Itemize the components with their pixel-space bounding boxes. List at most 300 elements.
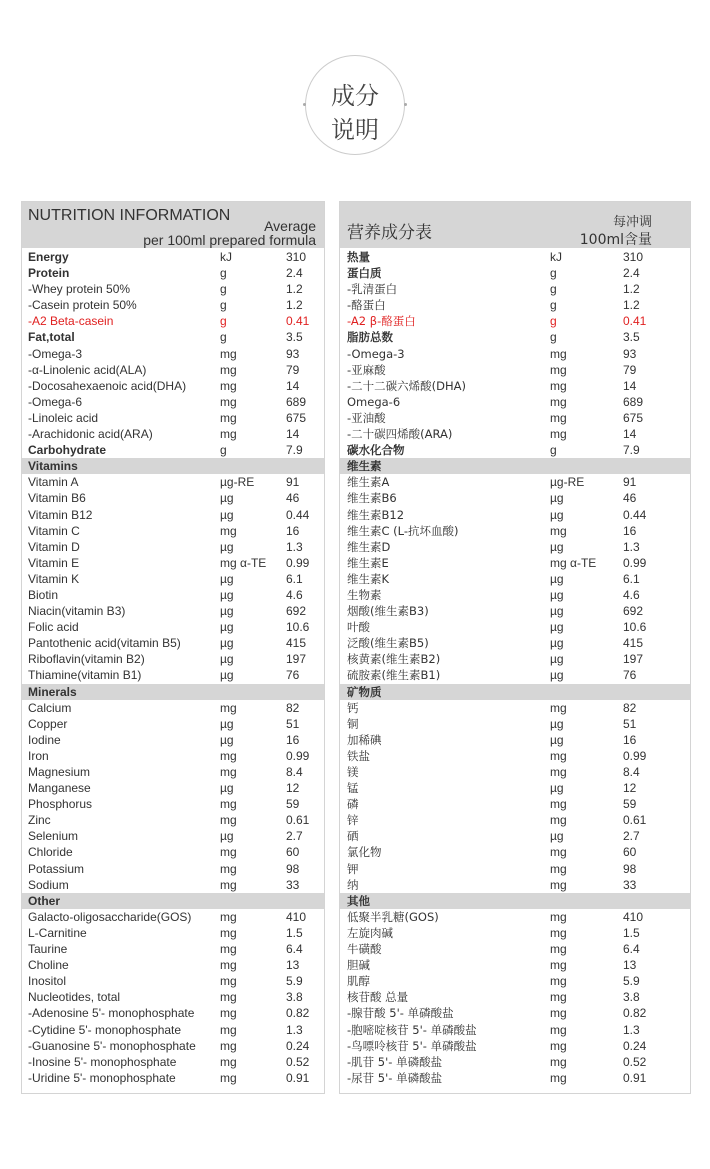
- unit: mg: [220, 1038, 237, 1053]
- unit: µg: [220, 636, 234, 651]
- value: 0.99: [623, 748, 647, 763]
- unit: µg: [550, 829, 564, 844]
- nutrient-name: -Omega-3: [28, 346, 83, 361]
- unit: mg: [550, 1006, 567, 1021]
- value: 1.2: [286, 298, 303, 313]
- unit: mg α-TE: [550, 555, 597, 570]
- value: 0.44: [286, 507, 310, 522]
- nutrient-name: Carbohydrate: [28, 443, 107, 458]
- value: 689: [286, 394, 307, 409]
- table-row: [340, 378, 690, 394]
- value: 0.82: [623, 1006, 647, 1021]
- nutrient-name: -亚麻酸: [347, 362, 386, 377]
- unit: mg: [220, 877, 237, 892]
- value: 91: [623, 475, 637, 490]
- unit: mg: [220, 1054, 237, 1069]
- unit: mg: [220, 346, 237, 361]
- unit: mg: [550, 748, 567, 763]
- table-row: [22, 844, 324, 860]
- value: 3.8: [623, 990, 640, 1005]
- nutrient-name: -Omega-6: [28, 394, 83, 409]
- value: 59: [623, 797, 637, 812]
- unit: mg: [550, 797, 567, 812]
- nutrient-name: Vitamin K: [28, 571, 80, 586]
- table-row: [340, 1005, 690, 1021]
- nutrient-name: Nucleotides, total: [28, 990, 121, 1005]
- value: 79: [286, 362, 300, 377]
- nutrient-name: Thiamine(vitamin B1): [28, 668, 142, 683]
- unit: mg: [220, 427, 237, 442]
- nutrient-name: Pantothenic acid(vitamin B5): [28, 636, 181, 651]
- value: 6.1: [286, 571, 303, 586]
- unit: µg: [220, 620, 234, 635]
- table-row: [22, 732, 324, 748]
- nutrient-name: 硒: [347, 829, 359, 844]
- table-row: [340, 603, 690, 619]
- table-row: [22, 909, 324, 925]
- table-row: [22, 1038, 324, 1054]
- nutrient-name: -Guanosine 5'- monophosphate: [28, 1038, 196, 1053]
- nutrient-name: Iron: [28, 748, 49, 763]
- table-row: [340, 716, 690, 732]
- table-row: [340, 490, 690, 506]
- table-row: [340, 812, 690, 828]
- table-row: [340, 1054, 690, 1070]
- nutrient-name: 纳: [347, 877, 359, 892]
- value: 0.52: [623, 1054, 647, 1069]
- unit: mg: [550, 974, 567, 989]
- unit: mg: [220, 974, 237, 989]
- value: 0.44: [623, 507, 647, 522]
- table-row: [22, 1054, 324, 1070]
- value: 2.7: [623, 829, 640, 844]
- nutrient-name: Inositol: [28, 974, 67, 989]
- nutrient-name: 胆碱: [347, 958, 370, 973]
- nutrient-name: -腺苷酸 5'- 单磷酸盐: [347, 1006, 454, 1021]
- value: 197: [286, 652, 307, 667]
- nutrient-name: -胞嘧啶核苷 5'- 单磷酸盐: [347, 1022, 477, 1037]
- unit: µg: [220, 491, 234, 506]
- table-row: [340, 1022, 690, 1038]
- nutrient-name: Other: [28, 893, 61, 908]
- nutrient-name: Phosphorus: [28, 797, 93, 812]
- table-body: [22, 248, 324, 1086]
- unit: µg: [550, 716, 564, 731]
- section-header-row: [340, 458, 690, 474]
- unit: mg: [550, 1038, 567, 1053]
- unit: µg: [220, 781, 234, 796]
- table-row: [340, 667, 690, 683]
- value: 16: [286, 732, 300, 747]
- nutrient-name: L-Carnitine: [28, 925, 87, 940]
- nutrient-name: Fat,total: [28, 330, 75, 345]
- unit: µg: [550, 652, 564, 667]
- unit: µg: [550, 636, 564, 651]
- nutrient-name: 碳水化合物: [347, 443, 405, 458]
- value: 10.6: [623, 620, 647, 635]
- nutrient-name: 锰: [347, 781, 359, 796]
- unit: µg: [220, 571, 234, 586]
- nutrient-name: 叶酸: [347, 620, 370, 635]
- table-row: [340, 796, 690, 812]
- value: 93: [623, 346, 637, 361]
- section-header-row: [340, 893, 690, 909]
- value: 82: [286, 700, 300, 715]
- table-row: [22, 394, 324, 410]
- value: 1.3: [286, 539, 303, 554]
- table-row: [22, 619, 324, 635]
- unit: µg: [220, 732, 234, 747]
- nutrition-table-english: [21, 201, 325, 1094]
- table-row: [22, 973, 324, 989]
- nutrient-name: -Inosine 5'- monophosphate: [28, 1054, 177, 1069]
- unit: mg: [220, 909, 237, 924]
- table-row: [22, 764, 324, 780]
- value: 3.5: [286, 330, 303, 345]
- nutrient-name: 牛磺酸: [347, 942, 382, 957]
- nutrient-name: -亚油酸: [347, 410, 386, 425]
- value: 0.41: [623, 314, 647, 329]
- value: 51: [623, 716, 637, 731]
- unit: g: [220, 314, 227, 329]
- table-row: [340, 539, 690, 555]
- value: 76: [286, 668, 300, 683]
- table-row: [340, 651, 690, 667]
- value: 98: [286, 861, 300, 876]
- table-row: [22, 780, 324, 796]
- nutrient-name: 磷: [347, 797, 359, 812]
- heading-line-2: 说明: [331, 116, 379, 144]
- unit: mg: [550, 394, 567, 409]
- nutrient-name: -二十碳四烯酸(ARA): [347, 427, 453, 442]
- nutrient-name: -尿苷 5'- 单磷酸盐: [347, 1070, 443, 1085]
- unit: µg: [220, 829, 234, 844]
- table-row: [22, 426, 324, 442]
- nutrient-name: Potassium: [28, 861, 85, 876]
- value: 3.5: [623, 330, 640, 345]
- table-row: [340, 973, 690, 989]
- value: 0.82: [286, 1006, 310, 1021]
- unit: mg: [220, 845, 237, 860]
- table-row: [22, 523, 324, 539]
- unit: µg: [220, 539, 234, 554]
- unit: g: [550, 443, 557, 458]
- value: 1.5: [623, 925, 640, 940]
- value: 197: [623, 652, 644, 667]
- table-row: [22, 442, 324, 458]
- unit: mg: [220, 861, 237, 876]
- table-row: [22, 1070, 324, 1086]
- table-row: [340, 555, 690, 571]
- unit: µg: [550, 781, 564, 796]
- unit: mg: [220, 362, 237, 377]
- value: 1.3: [286, 1022, 303, 1037]
- unit: mg: [550, 958, 567, 973]
- value: 0.61: [286, 813, 310, 828]
- table-row: [22, 957, 324, 973]
- unit: mg: [220, 748, 237, 763]
- nutrient-name: 维生素A: [347, 475, 390, 490]
- table-header: [22, 202, 324, 248]
- nutrient-name: 核苷酸 总量: [347, 990, 409, 1005]
- nutrient-name: Protein: [28, 266, 70, 281]
- table-row: [22, 603, 324, 619]
- unit: mg: [550, 1022, 567, 1037]
- unit: mg: [550, 700, 567, 715]
- value: 310: [623, 250, 644, 264]
- table-row: [22, 490, 324, 506]
- nutrient-name: Vitamins: [28, 459, 78, 474]
- unit: mg: [550, 427, 567, 442]
- nutrient-name: -Whey protein 50%: [28, 282, 131, 297]
- value: 410: [623, 909, 644, 924]
- nutrient-name: Magnesium: [28, 765, 91, 779]
- nutrient-name: 维生素D: [347, 539, 391, 554]
- value: 675: [623, 410, 644, 425]
- value: 33: [623, 877, 637, 892]
- value: 7.9: [623, 443, 640, 458]
- table-row: [22, 249, 324, 265]
- nutrient-name: Zinc: [28, 813, 51, 828]
- nutrient-name: Vitamin A: [28, 475, 79, 490]
- value: 692: [286, 604, 307, 619]
- unit: µg: [220, 668, 234, 683]
- nutrient-name: 左旋肉碱: [347, 925, 393, 940]
- value: 12: [286, 781, 300, 796]
- value: 16: [623, 732, 637, 747]
- unit: g: [550, 298, 557, 313]
- nutrient-name: -Arachidonic acid(ARA): [28, 427, 153, 442]
- nutrient-name: Folic acid: [28, 620, 79, 635]
- value: 410: [286, 909, 307, 924]
- value: 0.24: [623, 1038, 647, 1053]
- nutrient-name: -酪蛋白: [347, 298, 386, 313]
- heading-line-1: 成分: [331, 82, 379, 110]
- table-row: [22, 796, 324, 812]
- nutrient-name: Taurine: [28, 942, 68, 957]
- unit: µg: [550, 620, 564, 635]
- table-row: [340, 410, 690, 426]
- unit: mg: [550, 845, 567, 860]
- nutrient-name: Choline: [28, 958, 69, 973]
- unit: mg: [550, 765, 567, 779]
- section-header-row: [22, 893, 324, 909]
- unit: g: [220, 330, 227, 345]
- unit: g: [220, 298, 227, 313]
- value: 60: [623, 845, 637, 860]
- table-row: [22, 828, 324, 844]
- value: 12: [623, 781, 637, 796]
- table-row: [22, 474, 324, 490]
- nutrient-name: Biotin: [28, 587, 59, 602]
- unit: mg α-TE: [220, 555, 267, 570]
- nutrient-name: 氯化物: [347, 845, 382, 860]
- value: 8.4: [286, 765, 303, 779]
- unit: mg: [220, 700, 237, 715]
- nutrient-name: -Linoleic acid: [28, 410, 99, 425]
- nutrient-name: Vitamin C: [28, 523, 80, 538]
- table-row: [340, 732, 690, 748]
- unit: mg: [550, 362, 567, 377]
- unit: mg: [220, 394, 237, 409]
- table-row: [340, 1038, 690, 1054]
- nutrient-name: 维生素B6: [347, 491, 397, 506]
- nutrient-name: Omega-6: [347, 394, 401, 409]
- nutrient-name: Vitamin E: [28, 555, 80, 570]
- table-row: [22, 812, 324, 828]
- value: 310: [286, 250, 307, 264]
- unit: mg: [220, 813, 237, 828]
- table-header: [340, 202, 690, 248]
- nutrient-name: 肌醇: [347, 974, 370, 989]
- table-row: [22, 700, 324, 716]
- nutrient-name: -A2 Beta-casein: [28, 314, 114, 329]
- value: 0.99: [623, 555, 647, 570]
- table-row: [22, 539, 324, 555]
- unit: g: [220, 443, 227, 458]
- unit: mg: [550, 346, 567, 361]
- value: 2.4: [623, 266, 640, 281]
- nutrient-name: 维生素K: [347, 571, 390, 586]
- unit: µg: [220, 652, 234, 667]
- table-row: [340, 571, 690, 587]
- nutrient-name: Calcium: [28, 700, 72, 715]
- table-row: [340, 925, 690, 941]
- unit: µg: [550, 539, 564, 554]
- unit: µg: [550, 587, 564, 602]
- nutrient-name: -Docosahexaenoic acid(DHA): [28, 378, 187, 393]
- nutrient-name: Vitamin B6: [28, 491, 86, 506]
- value: 46: [623, 491, 637, 506]
- value: 14: [286, 378, 300, 393]
- table-row: [22, 877, 324, 893]
- unit: µg: [220, 604, 234, 619]
- unit: g: [550, 314, 557, 329]
- table-row: [340, 442, 690, 458]
- table-row: [340, 507, 690, 523]
- nutrient-name: -α-Linolenic acid(ALA): [28, 362, 147, 377]
- unit: mg: [220, 1022, 237, 1037]
- unit: µg: [550, 491, 564, 506]
- table-title: NUTRITION INFORMATION: [28, 207, 231, 224]
- table-row: [22, 716, 324, 732]
- table-row: [22, 378, 324, 394]
- table-row: [22, 861, 324, 877]
- table-row: [340, 426, 690, 442]
- table-row: [22, 362, 324, 378]
- nutrient-name: -乳清蛋白: [347, 282, 398, 297]
- nutrient-name: Manganese: [28, 781, 91, 796]
- value: 1.2: [623, 282, 640, 297]
- nutrient-name: 维生素E: [347, 555, 389, 570]
- nutrient-name: 低聚半乳糖(GOS): [347, 909, 439, 924]
- nutrient-name: Niacin(vitamin B3): [28, 604, 126, 619]
- unit: mg: [220, 410, 237, 425]
- table-row: [22, 410, 324, 426]
- unit: g: [220, 266, 227, 281]
- value: 46: [286, 491, 300, 506]
- table-row: [22, 989, 324, 1005]
- unit: g: [550, 330, 557, 345]
- nutrient-name: -肌苷 5'- 单磷酸盐: [347, 1054, 443, 1069]
- section-header-row: [22, 684, 324, 700]
- nutrient-name: 脂肪总数: [347, 330, 393, 345]
- table-row: [22, 925, 324, 941]
- nutrient-name: 硫胺素(维生素B1): [347, 668, 441, 683]
- unit: mg: [550, 1054, 567, 1069]
- table-row: [340, 297, 690, 313]
- value: 1.5: [286, 925, 303, 940]
- nutrient-name: Energy: [28, 250, 69, 264]
- value: 6.4: [623, 942, 640, 957]
- value: 60: [286, 845, 300, 860]
- nutrient-name: 锌: [347, 813, 359, 828]
- nutrient-name: Galacto-oligosaccharide(GOS): [28, 909, 192, 924]
- nutrient-name: Copper: [28, 716, 68, 731]
- value: 4.6: [286, 587, 303, 602]
- nutrient-name: 加稀碘: [347, 732, 382, 747]
- value: 76: [623, 668, 637, 683]
- table-row: [22, 571, 324, 587]
- table-row: [340, 844, 690, 860]
- table-row: [340, 877, 690, 893]
- value: 93: [286, 346, 300, 361]
- value: 415: [623, 636, 644, 651]
- section-header-row: [22, 458, 324, 474]
- table-row: [340, 313, 690, 329]
- value: 16: [286, 523, 300, 538]
- header-per-100ml: 100ml含量: [579, 232, 652, 248]
- value: 13: [286, 958, 300, 973]
- table-row: [340, 828, 690, 844]
- table-row: [340, 941, 690, 957]
- table-row: [340, 764, 690, 780]
- table-row: [22, 651, 324, 667]
- value: 14: [286, 427, 300, 442]
- table-row: [340, 748, 690, 764]
- unit: µg-RE: [220, 475, 255, 490]
- table-row: [340, 281, 690, 297]
- unit: µg: [550, 604, 564, 619]
- unit: kJ: [550, 250, 562, 264]
- nutrient-name: 钙: [347, 700, 359, 715]
- value: 1.2: [623, 298, 640, 313]
- nutrient-name: Sodium: [28, 877, 69, 892]
- table-row: [22, 1005, 324, 1021]
- table-row: [22, 265, 324, 281]
- nutrient-name: 核黄素(维生素B2): [347, 652, 441, 667]
- nutrient-name: Chloride: [28, 845, 73, 860]
- nutrient-name: Iodine: [28, 732, 61, 747]
- value: 2.7: [286, 829, 303, 844]
- nutrient-name: 烟酸(维生素B3): [347, 604, 429, 619]
- section-header-row: [340, 684, 690, 700]
- value: 6.4: [286, 942, 303, 957]
- unit: mg: [220, 1070, 237, 1085]
- unit: mg: [220, 378, 237, 393]
- nutrient-name: 其他: [347, 893, 370, 908]
- table-body: [340, 248, 690, 1086]
- value: 3.8: [286, 990, 303, 1005]
- unit: mg: [220, 1006, 237, 1021]
- value: 1.3: [623, 539, 640, 554]
- value: 1.2: [286, 282, 303, 297]
- nutrient-name: -Adenosine 5'- monophosphate: [28, 1006, 195, 1021]
- value: 689: [623, 394, 644, 409]
- value: 0.99: [286, 555, 310, 570]
- value: 0.91: [286, 1070, 310, 1085]
- unit: mg: [550, 925, 567, 940]
